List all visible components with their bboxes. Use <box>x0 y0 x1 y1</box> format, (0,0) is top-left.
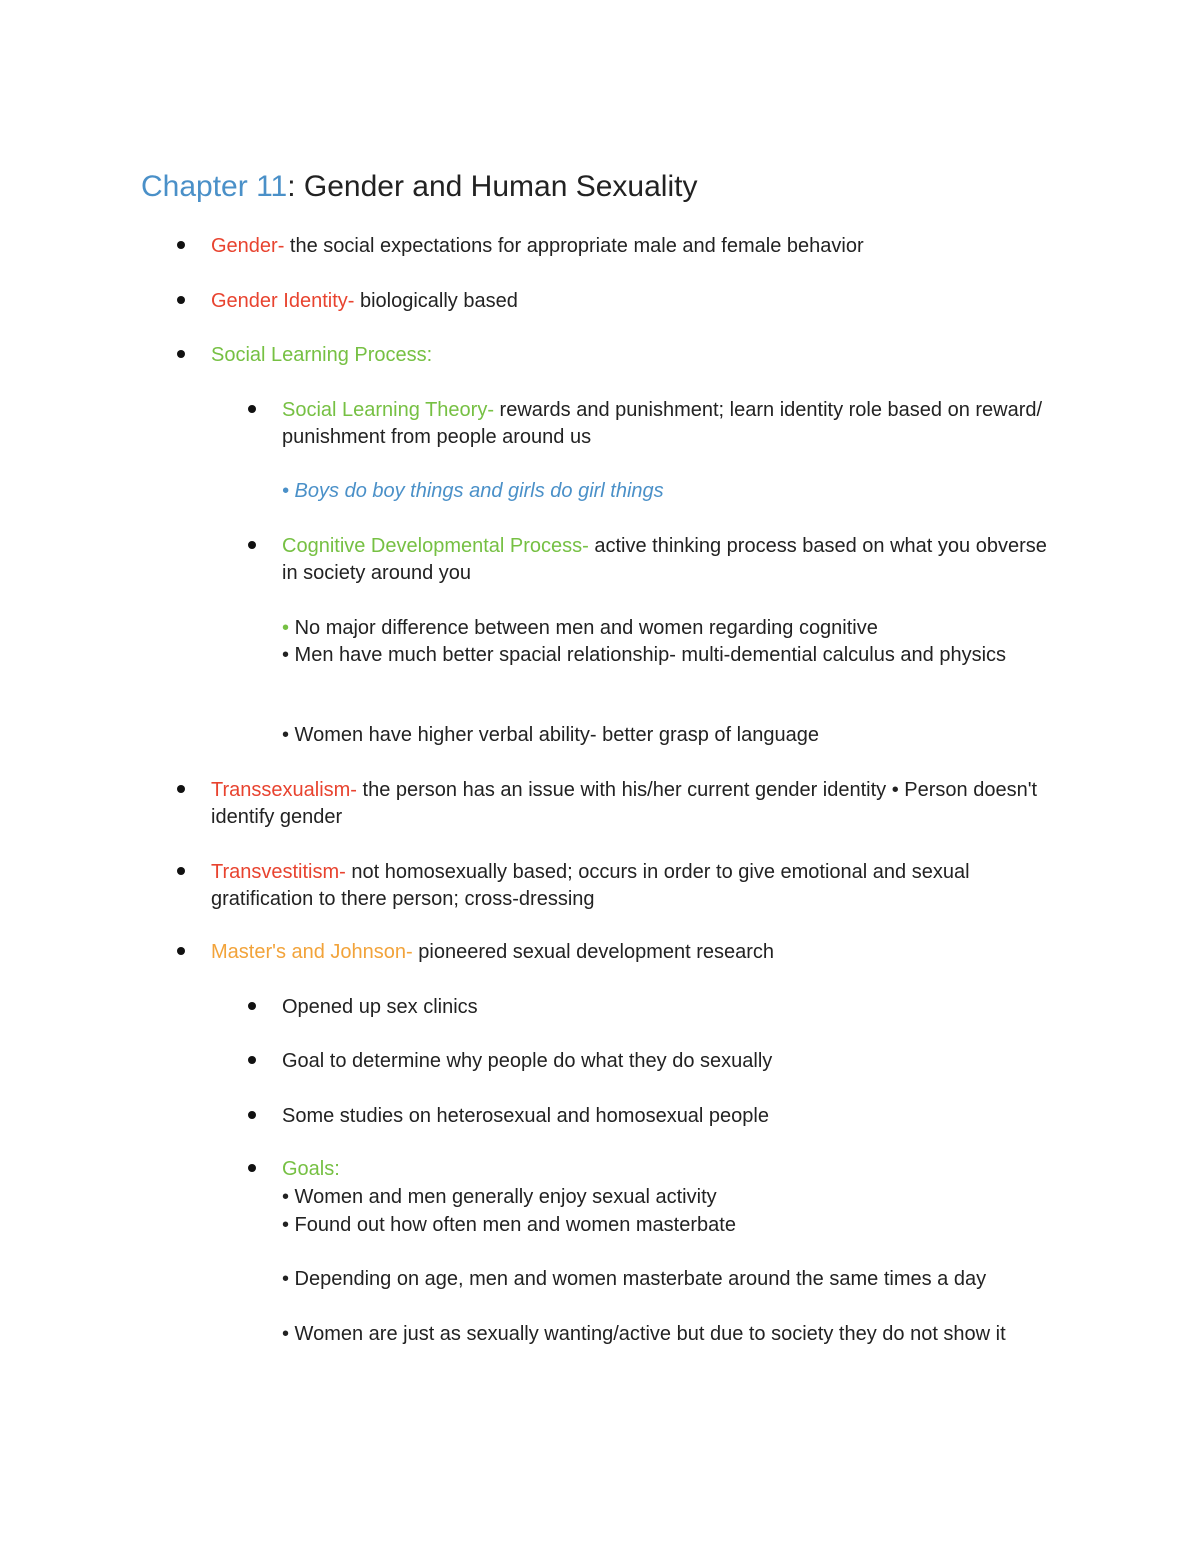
def-transvestitism: not homosexually based; occurs in order to give emotional and sexual gratification to there person; cross-dressing <box>211 861 970 910</box>
def-cognitive: active thinking process based on what you obverse in society around you <box>282 535 1047 584</box>
term-gender: Gender- <box>211 235 285 257</box>
list-item-studies <box>282 1103 1062 1130</box>
term-social-learning-process: Social Learning Process: <box>211 344 433 366</box>
def-gender-identity: biologically based <box>354 290 518 312</box>
def-gender: the social expectations for appropriate male and female behavior <box>284 235 864 257</box>
note-cognitive-1-text: No major difference between men and women regarding cognitive <box>289 617 878 639</box>
note-cognitive-1-bullet: • <box>282 617 290 639</box>
list-item-social-learning-process <box>211 342 1071 369</box>
bullet-icon <box>248 405 256 413</box>
list-item-gender <box>211 233 1071 260</box>
bullet-icon <box>177 241 185 249</box>
bullet-icon <box>248 1056 256 1064</box>
goal-note-2: • Found out how often men and women masterbate <box>282 1214 736 1236</box>
goal-note-1: • Women and men generally enjoy sexual activity <box>282 1186 717 1208</box>
title-chapter: Chapter 11 <box>141 170 288 203</box>
list-item-gender-identity <box>211 288 1071 315</box>
bullet-icon <box>177 350 185 358</box>
note-cognitive-3: • Women have higher verbal ability- better grasp of language <box>282 724 819 746</box>
term-cognitive: Cognitive Developmental Process- <box>282 535 589 557</box>
term-transsexualism: Transsexualism- <box>211 779 357 801</box>
note-boys: • Boys do boy things and girls do girl things <box>282 480 664 502</box>
bullet-icon <box>177 785 185 793</box>
term-goals: Goals: <box>282 1158 340 1180</box>
list-item-masters-johnson <box>211 939 1071 966</box>
list-item-sex-clinics <box>282 994 1062 1021</box>
text-studies: Some studies on heterosexual and homosexual people <box>282 1105 769 1127</box>
text-sex-clinics: Opened up sex clinics <box>282 996 478 1018</box>
list-item-social-learning-theory <box>282 397 1062 451</box>
term-gender-identity: Gender Identity- <box>211 290 355 312</box>
bullet-icon <box>248 1111 256 1119</box>
goal-note-4: • Women are just as sexually wanting/active but due to society they do not show it <box>282 1323 1006 1345</box>
bullet-icon <box>177 947 185 955</box>
def-transsexualism: the person has an issue with his/her current gender identity • Person doesn't identify gender <box>211 779 1038 828</box>
bullet-icon <box>177 867 185 875</box>
list-item-transsexualism <box>211 777 1071 831</box>
note-cognitive-1 <box>282 615 1062 642</box>
bullet-icon <box>177 296 185 304</box>
def-masters-johnson: pioneered sexual development research <box>412 941 775 963</box>
def-social-learning-theory: rewards and punishment; learn identity role based on reward/ punishment from people around us <box>282 399 1043 448</box>
term-masters-johnson: Master's and Johnson- <box>211 941 413 963</box>
bullet-icon <box>248 1002 256 1010</box>
note-cognitive-2: • Men have much better spacial relationship- multi-demential calculus and physics <box>282 644 1007 666</box>
page-title <box>141 168 697 206</box>
term-transvestitism: Transvestitism- <box>211 861 346 883</box>
title-rest: : Gender and Human Sexuality <box>287 170 698 203</box>
list-item-goal-determine <box>282 1048 1062 1075</box>
list-item-cognitive <box>282 533 1062 587</box>
list-item-goals <box>282 1156 1062 1183</box>
goal-note-3: • Depending on age, men and women masterbate around the same times a day <box>282 1268 987 1290</box>
term-social-learning-theory: Social Learning Theory- <box>282 399 494 421</box>
list-item-transvestitism <box>211 859 1071 913</box>
text-goal-determine: Goal to determine why people do what they do sexually <box>282 1050 773 1072</box>
bullet-icon <box>248 541 256 549</box>
bullet-icon <box>248 1164 256 1172</box>
